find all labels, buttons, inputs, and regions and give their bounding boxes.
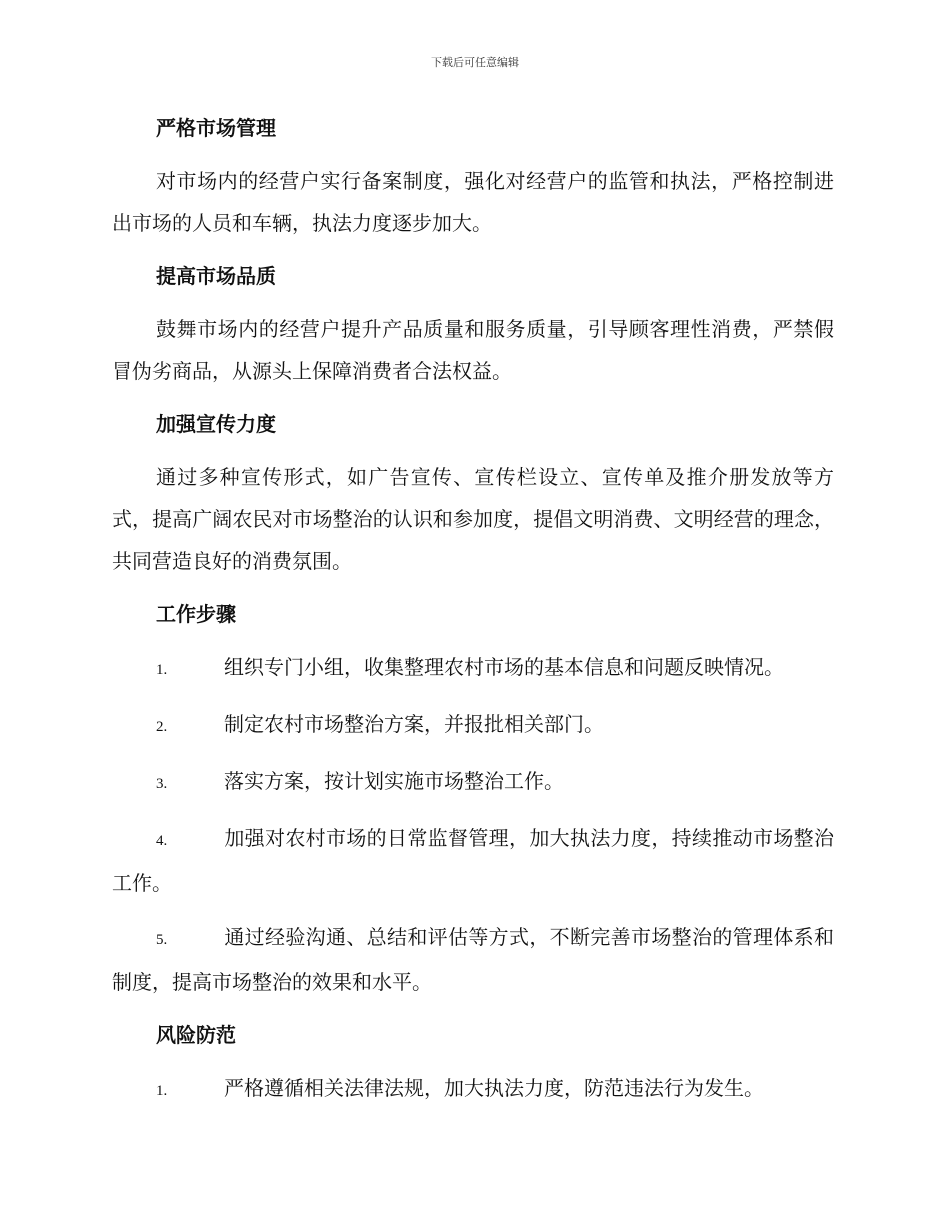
list-item bbox=[112, 817, 834, 904]
page-header: 下载后可任意编辑 bbox=[431, 56, 519, 69]
list-item bbox=[112, 916, 834, 1003]
document-body bbox=[112, 108, 834, 1124]
list-number: 1. bbox=[156, 662, 168, 678]
section-publicity bbox=[112, 404, 834, 582]
section-heading: 加强宣传力度 bbox=[156, 412, 276, 436]
section-heading: 风险防范 bbox=[156, 1023, 236, 1047]
list-number: 1. bbox=[156, 1083, 168, 1099]
section-heading: 提高市场品质 bbox=[156, 264, 276, 288]
list-text: 通过经验沟通、总结和评估等方式，不断完善市场整治的管理体系和制度，提高市场整治的效果和水平。 bbox=[112, 925, 834, 994]
list-text: 组织专门小组，收集整理农村市场的基本信息和问题反映情况。 bbox=[224, 655, 784, 679]
section-market-quality bbox=[112, 256, 834, 392]
section-risk-prevention bbox=[112, 1015, 834, 1112]
list-number: 2. bbox=[156, 719, 168, 735]
list-item bbox=[112, 760, 834, 805]
list-item bbox=[112, 703, 834, 748]
list-item bbox=[112, 646, 834, 691]
list-number: 5. bbox=[156, 932, 168, 948]
list-number: 3. bbox=[156, 776, 168, 792]
section-paragraph: 通过多种宣传形式，如广告宣传、宣传栏设立、宣传单及推介册发放等方式，提高广阔农民对市场整治的认识和参加度，提倡文明消费、文明经营的理念，共同营造良好的消费氛围。 bbox=[112, 465, 834, 573]
section-heading: 工作步骤 bbox=[156, 602, 236, 626]
section-paragraph: 鼓舞市场内的经营户提升产品质量和服务质量，引导顾客理性消费，严禁假冒伪劣商品，从源头上保障消费者合法权益。 bbox=[112, 317, 834, 383]
section-heading: 严格市场管理 bbox=[156, 116, 276, 140]
list-number: 4. bbox=[156, 833, 168, 849]
list-text: 加强对农村市场的日常监督管理，加大执法力度，持续推动市场整治工作。 bbox=[112, 826, 834, 895]
list-text: 制定农村市场整治方案，并报批相关部门。 bbox=[224, 712, 604, 736]
section-work-steps bbox=[112, 594, 834, 1003]
section-paragraph: 对市场内的经营户实行备案制度，强化对经营户的监管和执法，严格控制进出市场的人员和车辆，执法力度逐步加大。 bbox=[112, 169, 834, 235]
list-text: 严格遵循相关法律法规，加大执法力度，防范违法行为发生。 bbox=[224, 1076, 764, 1100]
list-item bbox=[112, 1067, 834, 1112]
list-text: 落实方案，按计划实施市场整治工作。 bbox=[224, 769, 564, 793]
section-market-management bbox=[112, 108, 834, 244]
